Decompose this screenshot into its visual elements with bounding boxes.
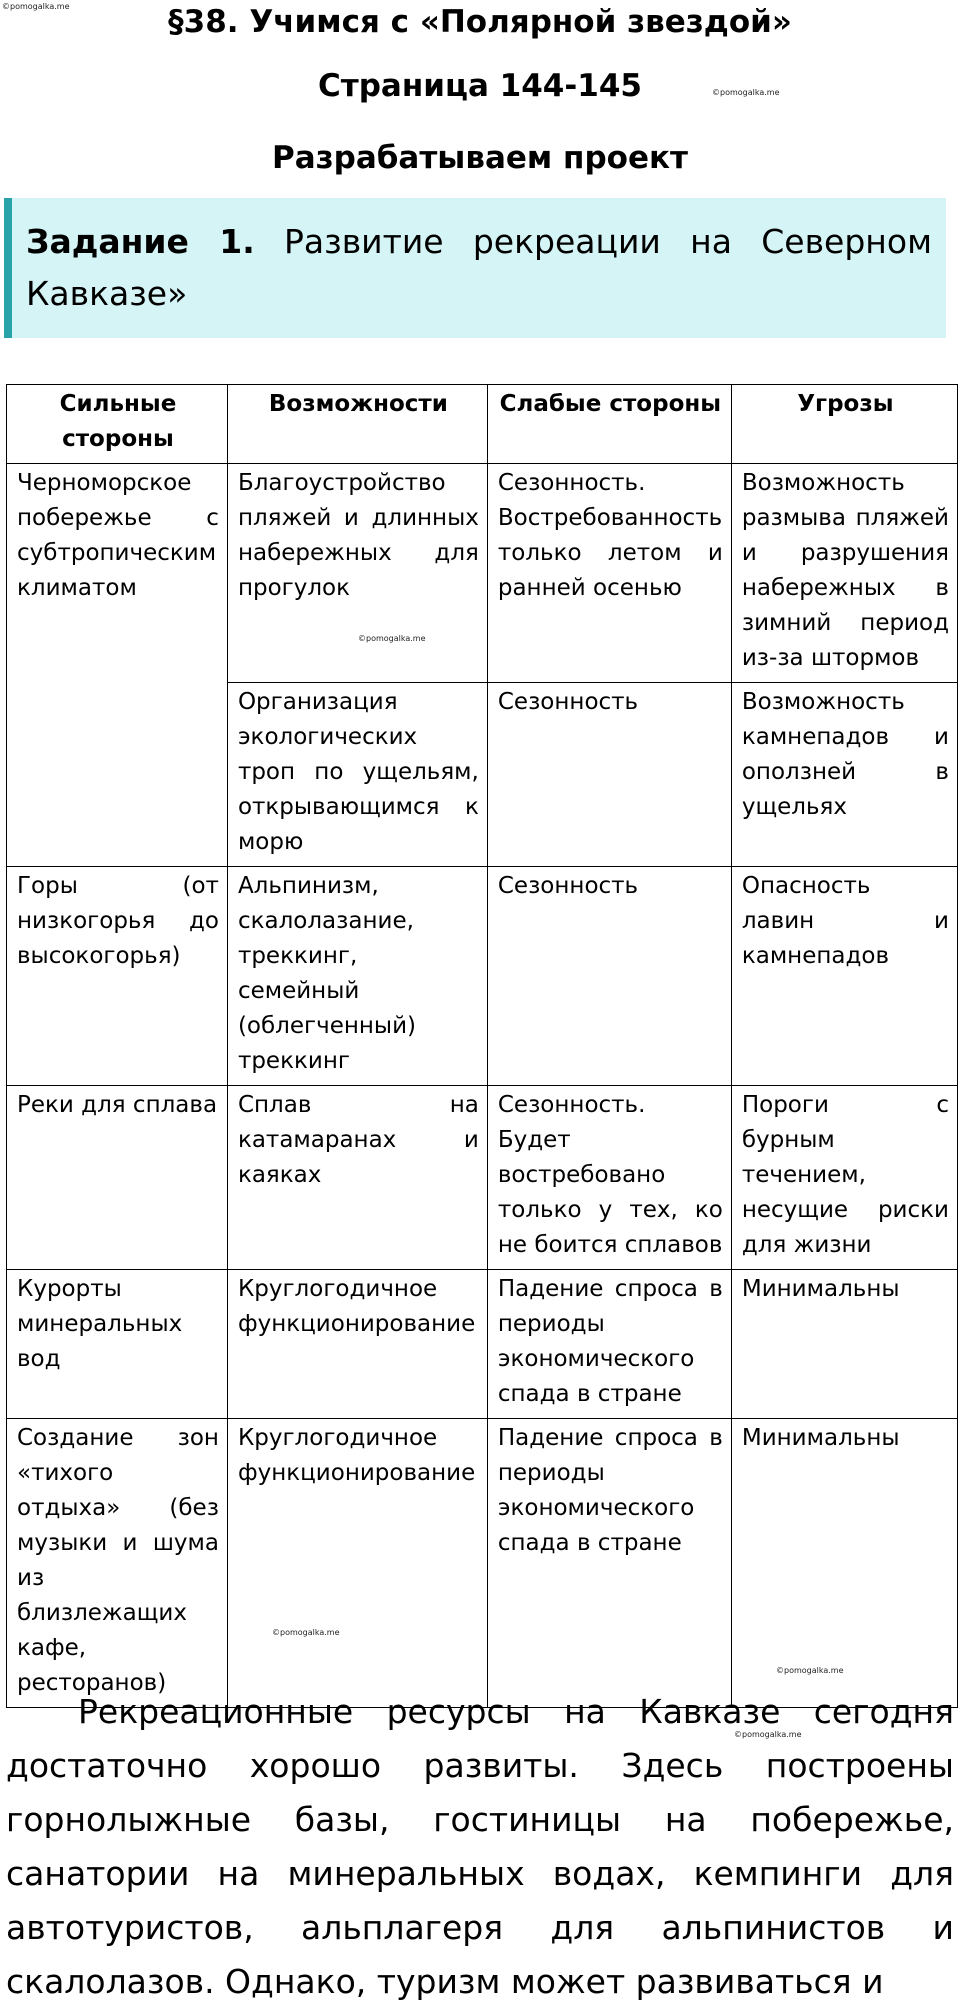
table-row <box>7 1086 958 1270</box>
task-box <box>4 198 946 338</box>
watermark: ©pomogalka.me <box>734 1730 802 1739</box>
column-header-opportunities: Возможности <box>227 385 487 464</box>
opportunity-cell: Благоустройство пляжей и длинных набережных для прогулок <box>227 464 487 683</box>
strength-cell: Создание зон «тихого отдыха» (без музыки и шума из близлежащих кафе, ресторанов) <box>7 1419 228 1708</box>
watermark: ©pomogalka.me <box>776 1666 844 1675</box>
threat-cell: Возможность размыва пляжей и разрушения набережных в зимний период из-за штормов <box>731 464 957 683</box>
weakness-cell: Сезонность. Востребованность только летом и ранней осенью <box>487 464 731 683</box>
threat-cell: Опасность лавин и камнепадов <box>731 867 957 1086</box>
threat-cell: Минимальны <box>731 1419 957 1708</box>
table-header-row <box>7 385 958 464</box>
threat-cell: Пороги с бурным течением, несущие риски для жизни <box>731 1086 957 1270</box>
strength-cell: Горы (от низкогорья до высокогорья) <box>7 867 228 1086</box>
table-row <box>7 1270 958 1419</box>
opportunity-cell: Круглогодичное функционирование <box>227 1270 487 1419</box>
task-label: Задание 1. <box>26 222 255 261</box>
weakness-cell: Сезонность <box>487 867 731 1086</box>
weakness-cell: Сезонность. Будет востребовано только у тех, ко не боится сплавов <box>487 1086 731 1270</box>
table-row <box>7 464 958 683</box>
table-row <box>7 867 958 1086</box>
task-text: Развитие рекреации на Северном Кавказе» <box>26 222 932 313</box>
strength-cell: Черноморское побережье с субтропическим климатом <box>7 464 228 867</box>
page-title: §38. Учимся с «Полярной звездой» <box>168 4 792 40</box>
page-range: Страница 144-145 <box>318 68 642 104</box>
column-header-weaknesses: Слабые стороны <box>487 385 731 464</box>
weakness-cell: Падение спроса в периоды экономического спада в стране <box>487 1419 731 1708</box>
opportunity-cell: Альпинизм, скалолазание, треккинг, семейный (облегченный) треккинг <box>227 867 487 1086</box>
watermark: ©pomogalka.me <box>712 88 780 97</box>
weakness-cell: Падение спроса в периоды экономического спада в стране <box>487 1270 731 1419</box>
strength-cell: Реки для сплава <box>7 1086 228 1270</box>
opportunity-cell: Сплав на катамаранах и каяках <box>227 1086 487 1270</box>
threat-cell: Минимальны <box>731 1270 957 1419</box>
weakness-cell: Сезонность <box>487 683 731 867</box>
watermark: ©pomogalka.me <box>358 634 426 643</box>
section-subtitle: Разрабатываем проект <box>272 140 688 176</box>
threat-cell: Возможность камнепадов и оползней в ущельях <box>731 683 957 867</box>
table-row <box>7 1419 958 1708</box>
column-header-strengths: Сильные стороны <box>7 385 228 464</box>
opportunity-cell: Круглогодичное функционирование <box>227 1419 487 1708</box>
body-paragraph: Рекреационные ресурсы на Кавказе сегодня достаточно хорошо развиты. Здесь построены горнолыжные базы, гостиницы на побережье, санатории на минеральных водах, кемпинги для автотуристов, альплагеря для альпинистов и скалолазов. Однако, туризм может развиваться и <box>6 1692 954 2001</box>
swot-table <box>6 384 958 1708</box>
watermark: ©pomogalka.me <box>2 2 70 11</box>
column-header-threats: Угрозы <box>731 385 957 464</box>
opportunity-cell: Организация экологических троп по ущельям, открывающимся к морю <box>227 683 487 867</box>
watermark: ©pomogalka.me <box>272 1628 340 1637</box>
strength-cell: Курорты минеральных вод <box>7 1270 228 1419</box>
